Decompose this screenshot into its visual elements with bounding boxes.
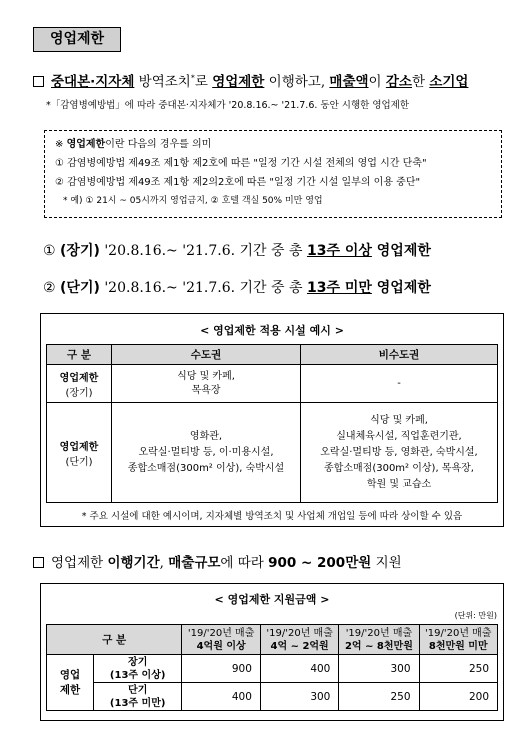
row-label: 영업제한 (단기) [47, 403, 112, 503]
period-num: ② [43, 280, 56, 296]
support-p2: 이행기간 [107, 555, 160, 571]
definition-line-2: ① 감염병예방법 제49조 제1항 제2호에 따른 "일정 기간 시설 전체의 영업 시간 단축" [55, 158, 427, 169]
support-table [46, 624, 498, 711]
eligibility-line [33, 70, 468, 90]
metro-cell: 식당 및 카페, 목욕장 [112, 365, 301, 403]
support-table-title: < 영업제한 지원금액 > [214, 593, 330, 606]
support-p6: 900 ~ 200만원 [268, 555, 372, 571]
definition-text: 이란 다음의 경우를 의미 [105, 139, 212, 150]
header-category: 구 분 [47, 625, 182, 655]
support-p5: 에 따라 [220, 555, 269, 571]
facility-table [46, 344, 498, 503]
table-row [47, 365, 498, 403]
intro-p5: 이행하고, [264, 74, 330, 90]
intro-p1: 중대본·지자체 [51, 74, 135, 90]
intro-p6: 매출액 [329, 74, 369, 90]
header-col-1: '19/'20년 매출 4억원 이상 [182, 625, 260, 655]
intro-p9: 한 [411, 74, 430, 90]
definition-example: * 예) ① 21시 ~ 05시까지 영업금지, ② 호텔 객실 50% 미만 영업 [63, 196, 323, 206]
period-short [43, 277, 431, 297]
support-p3: , [159, 555, 169, 571]
value-cell: 900 [182, 655, 260, 683]
header-nonmetro: 비수도권 [301, 345, 498, 365]
value-cell: 200 [419, 683, 498, 711]
nonmetro-cell: - [301, 365, 498, 403]
header-col-2: '19/'20년 매출 4억 ~ 2억원 [260, 625, 338, 655]
intro-p8: 감소 [385, 74, 412, 90]
checkbox-square-icon [33, 557, 44, 568]
value-cell: 400 [260, 655, 338, 683]
period-cond: 13주 이상 [306, 243, 372, 259]
checkbox-square-icon [33, 76, 44, 87]
period-num: ① [43, 243, 56, 259]
header-col-3: '19/'20년 매출 2억 ~ 8천만원 [339, 625, 419, 655]
support-line [33, 551, 402, 571]
definition-line-3: ② 감염병예방법 제49조 제1항 제2의2호에 따른 "일정 기간 시설 일부의 이용 중단" [55, 177, 421, 188]
header-category: 구 분 [47, 345, 112, 365]
intro-p10: 소기업 [429, 74, 469, 90]
intro-p4: 영업제한 [212, 74, 265, 90]
row-label: 단기 (13주 미만) [94, 683, 182, 711]
period-cond: 13주 미만 [306, 280, 372, 296]
value-cell: 400 [182, 683, 260, 711]
unit-label: (단위: 만원) [454, 611, 497, 620]
intro-p2: 방역조치 [134, 74, 191, 90]
support-p7: 지원 [371, 555, 402, 571]
value-cell: 300 [260, 683, 338, 711]
value-cell: 250 [339, 683, 419, 711]
table-row [47, 655, 498, 683]
period-result: 영업제한 [371, 243, 431, 259]
value-cell: 250 [419, 655, 498, 683]
nonmetro-cell: 식당 및 카페, 실내체육시설, 직업훈련기관, 오락실·멀티방 등, 영화관, 숙박시설, 종합소매점(300m² 이상), 목욕장, 학원 및 교습소 [301, 403, 498, 503]
table-row [47, 683, 498, 711]
row-label: 영업제한 (장기) [47, 365, 112, 403]
intro-p3: 로 [194, 74, 213, 90]
metro-cell: 영화관, 오락실·멀티방 등, 이·미용시설, 종합소매점(300m² 이상), 숙박시설 [112, 403, 301, 503]
facility-table-title: < 영업제한 적용 시설 예시 > [200, 324, 344, 337]
support-table-box [40, 583, 504, 721]
section-tag: 영업제한 [33, 27, 121, 52]
table-row [47, 403, 498, 503]
note-mark: ※ [55, 139, 67, 150]
period-type: (장기) [60, 243, 100, 259]
intro-p7: 이 [368, 74, 386, 90]
period-text: '20.8.16.~ '21.7.6. 기간 중 총 [99, 243, 307, 259]
support-p4: 매출규모 [168, 555, 221, 571]
header-col-4: '19/'20년 매출 8천만원 미만 [419, 625, 498, 655]
row-group-label: 영업 제한 [47, 655, 94, 711]
facility-table-box [40, 313, 504, 527]
header-metro: 수도권 [112, 345, 301, 365]
support-p1: 영업제한 [51, 555, 108, 571]
period-long [43, 240, 431, 260]
facility-table-note: * 주요 시설에 대한 예시이며, 지자체별 방역조치 및 사업체 개업일 등에 따라 상이할 수 있음 [81, 511, 463, 522]
value-cell: 300 [339, 655, 419, 683]
row-label: 장기 (13주 이상) [94, 655, 182, 683]
definition-line-1 [55, 135, 491, 154]
definition-box [44, 130, 502, 218]
intro-note: *「감염병예방법」에 따라 중대본·지자체가 '20.8.16.~ '21.7.6. 동안 시행한 영업제한 [46, 100, 410, 111]
period-type: (단기) [60, 280, 100, 296]
period-text: '20.8.16.~ '21.7.6. 기간 중 총 [99, 280, 307, 296]
intro-sup: * [190, 73, 195, 83]
definition-term: 영업제한 [66, 139, 106, 150]
period-result: 영업제한 [371, 280, 431, 296]
